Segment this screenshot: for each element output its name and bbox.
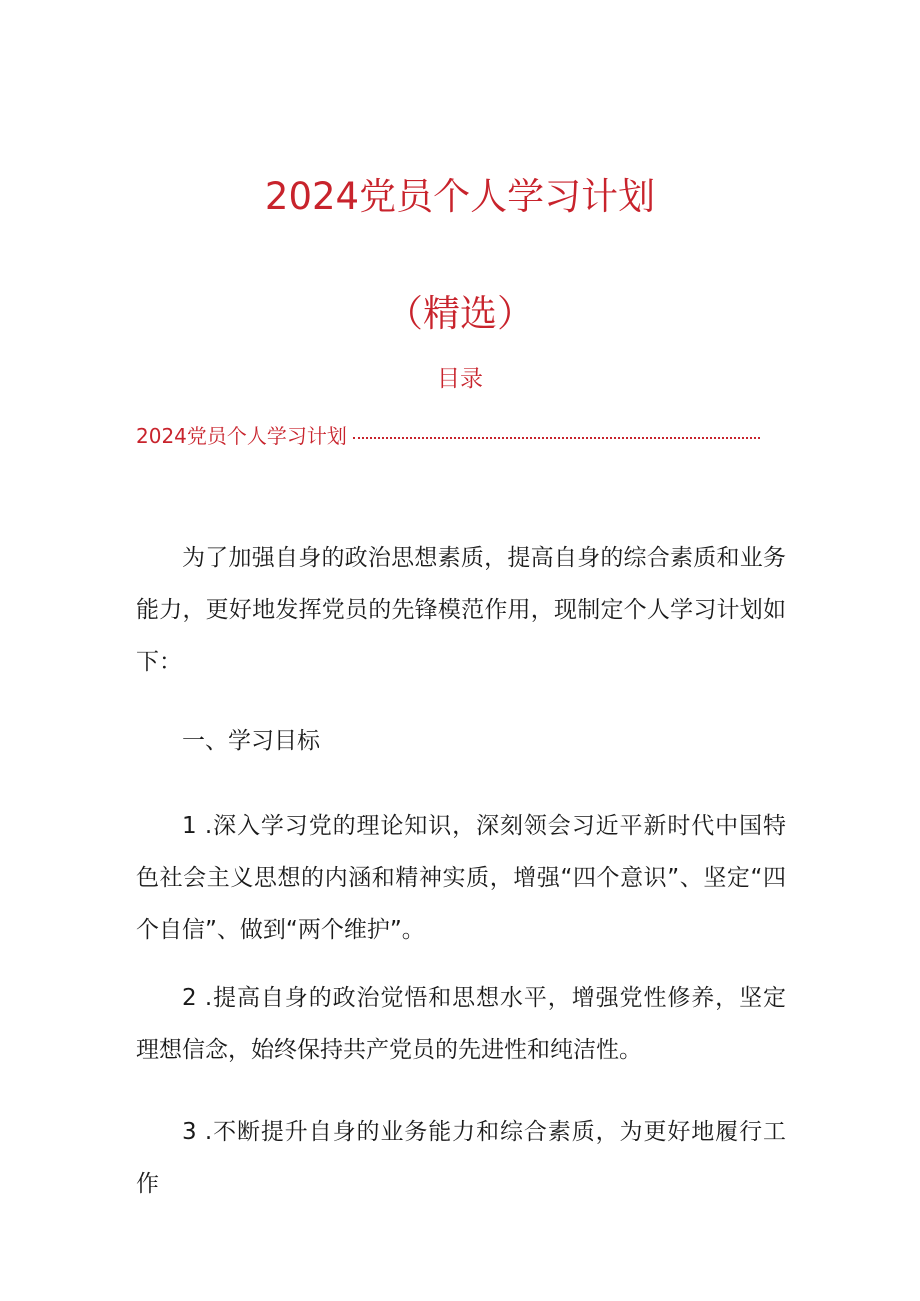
goal-item-1-text: 1 .深入学习党的理论知识，深刻领会习近平新时代中国特色社会主义思想的内涵和精神实质，增强“四个意识”、坚定“四个自信”、做到“两个维护”。 — [136, 813, 786, 943]
toc-entry[interactable] — [136, 420, 760, 450]
goal-item-2-text: 2 .提高自身的政治觉悟和思想水平，增强党性修养，坚定理想信念，始终保持共产党员的先进性和纯洁性。 — [136, 985, 786, 1063]
goal-item-3 — [136, 1106, 786, 1210]
section-heading-text: 一、学习目标 — [182, 728, 320, 754]
goal-item-2 — [136, 972, 786, 1076]
goal-item-3-text: 3 .不断提升自身的业务能力和综合素质，为更好地履行工作 — [136, 1119, 786, 1197]
intro-paragraph — [136, 532, 786, 688]
toc-entry-label: 2024党员个人学习计划 — [136, 424, 347, 448]
intro-paragraph-text: 为了加强自身的政治思想素质，提高自身的综合素质和业务能力，更好地发挥党员的先锋模范作用，现制定个人学习计划如下： — [136, 545, 786, 675]
document-subtitle: （精选） — [386, 292, 534, 335]
document-title: 2024党员个人学习计划 — [264, 175, 656, 218]
goal-item-1 — [136, 800, 786, 956]
section-heading-goals — [136, 715, 786, 767]
toc-dot-leader — [353, 436, 760, 439]
toc-heading: 目录 — [437, 366, 483, 392]
